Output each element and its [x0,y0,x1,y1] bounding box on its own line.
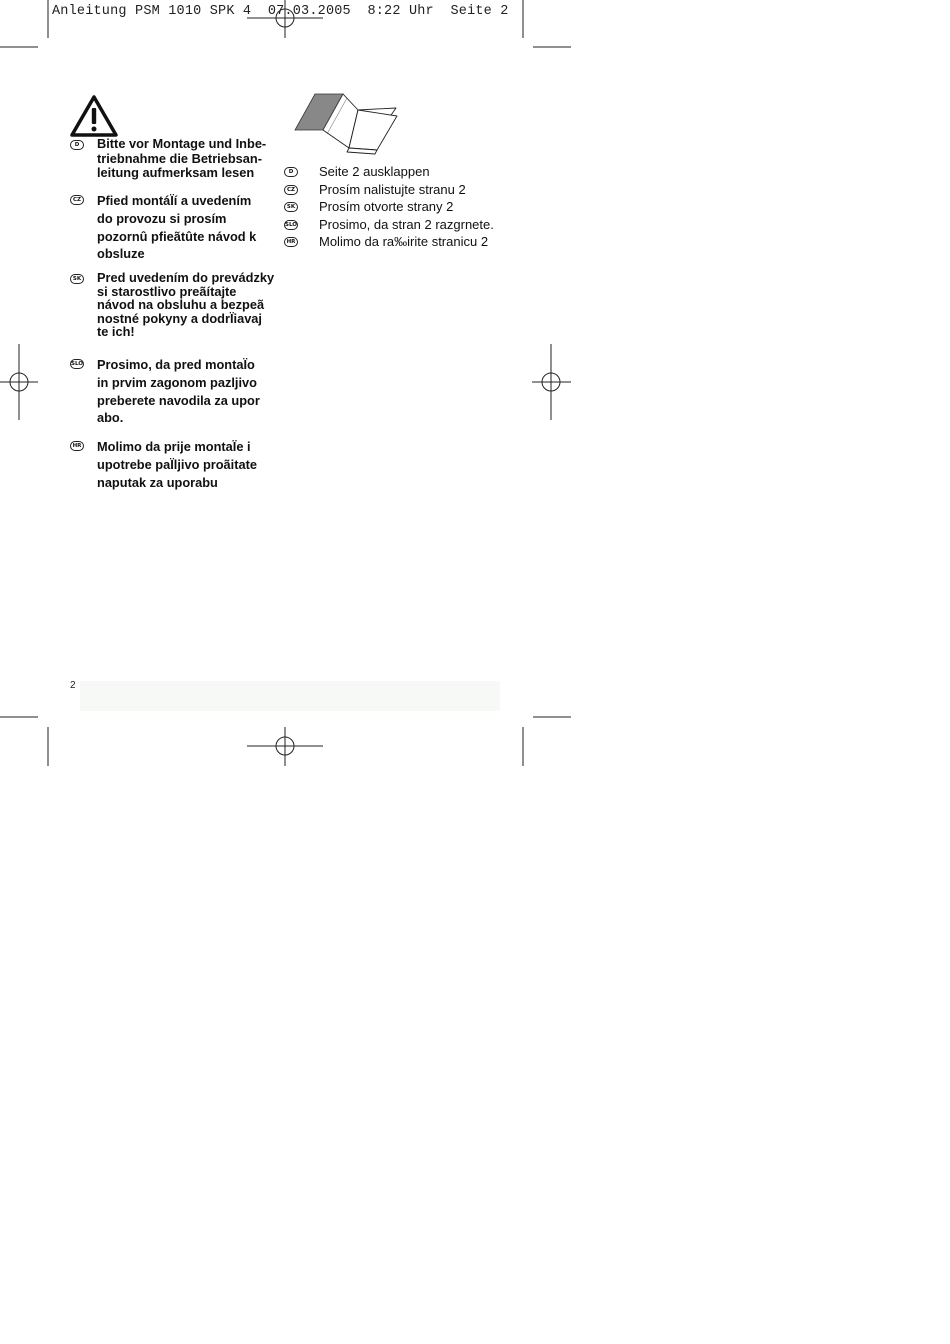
lang-badge-slo: SLO [71,361,83,367]
warning-item-hr [70,438,285,491]
foldout-text-cz: Prosím nalistujte stranu 2 [319,181,466,197]
warning-triangle-icon [70,95,118,137]
lang-badge-sk: SK [70,274,84,284]
warning-text-hr: Molimo da prije montaÏe i upotrebe paÏljivo proãitate naputak za uporabu [97,439,257,490]
warning-item-cz [70,192,285,263]
footer-band [80,681,500,711]
page-header: Anleitung PSM 1010 SPK 4 07.03.2005 8:22 Uhr Seite 2 [52,4,509,19]
foldout-item-sk [284,198,494,216]
fold-out-manual-icon [293,88,401,156]
lang-badge-hr: HR [70,441,84,451]
warning-item-slo [70,356,285,427]
lang-badge-cz: CZ [70,195,84,205]
warning-text-sk: Pred uvedením do prevádzky si starostlivo preãítajte návod na obsluhu a bezpeã nostné pokyny a dodrÏiavaj te ich! [97,270,275,340]
foldout-text-hr: Molimo da ra‰irite stranicu 2 [319,234,489,250]
foldout-instructions [284,163,494,251]
lang-badge-sk: SK [284,202,298,212]
foldout-item-cz [284,181,494,199]
foldout-text-de: Seite 2 ausklappen [319,164,430,179]
lang-badge-de: D [284,167,298,177]
warning-item-de [70,137,285,181]
foldout-item-slo [284,216,494,234]
warning-item-sk [70,271,285,339]
lang-badge-hr: HR [284,237,298,247]
warning-text-cz: Pfied montáÏí a uvedením do provozu si prosím pozornû pfieãtûte návod k obsluze [97,193,257,262]
warning-text-slo: Prosimo, da pred montaÏo in prvim zagonom pazljivo preberete navodila za upor abo. [97,357,260,426]
foldout-item-de [284,163,494,181]
foldout-item-hr [284,233,494,251]
lang-badge-cz: CZ [284,185,298,195]
warning-text-de: Bitte vor Montage und Inbe- triebnahme die Betriebsan- leitung aufmerksam lesen [97,136,267,180]
lang-badge-slo: SLO [285,221,297,228]
foldout-text-sk: Prosím otvorte strany 2 [319,199,454,215]
lang-badge-de: D [70,140,84,150]
page-number: 2 [70,680,76,691]
foldout-text-slo: Prosimo, da stran 2 razgrnete. [319,216,494,232]
